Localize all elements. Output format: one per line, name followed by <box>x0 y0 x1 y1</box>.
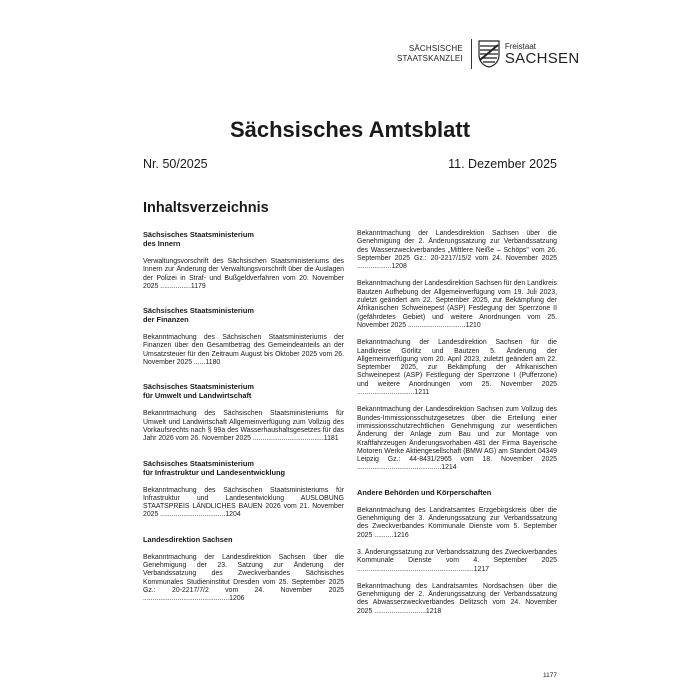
page-title: Sächsisches Amtsblatt <box>229 117 471 142</box>
issue-number: Nr. 50/2025 <box>143 157 208 171</box>
section-heading: Sächsisches Staatsministerium für Umwelt und Landwirtschaft <box>143 382 254 401</box>
toc-entry[interactable]: Bekanntmachung der Landesdirektion Sachsen für den Landkreis Bautzen Aufhebung der Allgemeinverfügung vom 19. Juli 2023, zuletzt geändert am 22. September 2025, zur Bekämpfung der Afrikanischen Schweinepest (ASP) Festlegung der Sperrzone II (gefährdetes Gebiet) und weitere Anordnungen vom 25. November 2025 ..............................1210 <box>357 280 557 329</box>
staatskanzlei-line1: SÄCHSISCHE <box>408 44 463 53</box>
section-heading: Sächsisches Staatsministerium der Finanzen <box>143 306 254 325</box>
sachsen-line: SACHSEN <box>504 49 580 67</box>
toc-entry[interactable]: Verwaltungsvorschrift des Sächsischen Staatsministeriums des Innern zur Änderung der Verwaltungsvorschrift über die Auslagen der Polizei in Straf- und Bußgeldverfahren vom 20. November 2025 ................1179 <box>143 258 344 290</box>
toc-entry[interactable]: Bekanntmachung der Landesdirektion Sachsen für die Landkreise Görlitz und Bautzen 5. Änderung der Allgemeinverfügung vom 20. April 2023, zuletzt geändert am 22. September 2025, zur Bekämpfung der Afrikanischen Schweinepest (ASP) Festlegung der Sperrzone I (Pufferzone) und weitere Anordnungen vom 25. November 2025 ..............................1211 <box>357 339 557 397</box>
toc-entry[interactable]: Bekanntmachung des Landratsamtes Erzgebirgskreis über die Genehmigung der 3. Änderungssatzung zur Verbandssatzung des Zweckverbandes Kommunale Dienste vom 5. September 2025 ..........1216 <box>357 506 557 539</box>
toc-heading: Inhaltsverzeichnis <box>143 200 269 216</box>
logo-divider <box>471 39 472 69</box>
page-number: 1177 <box>543 672 557 679</box>
section-heading: Landesdirektion Sachsen <box>143 534 233 544</box>
staatskanzlei-label <box>397 44 463 64</box>
section-heading: Andere Behörden und Körperschaften <box>357 487 492 497</box>
toc-entry[interactable]: Bekanntmachung des Landratsamtes Nordsachsen über die Genehmigung der 2. Änderungssatzung der Verbandssatzung des Abwasserzweckverbandes Delitzsch vom 24. November 2025 ...........................1218 <box>357 582 557 615</box>
saxony-crest-icon <box>478 40 500 68</box>
toc-entry[interactable]: Bekanntmachung des Sächsischen Staatsministeriums für Infrastruktur und Landesentwicklung AUSLOBUNG STAATSPREIS LÄNDLICHES BAUEN 2026 vom 21. November 2025 ..................................1204 <box>143 486 344 519</box>
issue-date: 11. Dezember 2025 <box>448 157 557 171</box>
toc-entry[interactable]: Bekanntmachung des Sächsischen Staatsministeriums für Umwelt und Landwirtschaft Allgemeinverfügung zum Vollzug des Vorkaufsrechts nach § 99a des Wasserhaushaltsgesetzes für das Jahr 2026 vom 26. November 2025 .....................................1181 <box>143 410 344 443</box>
freistaat-sachsen-label <box>505 42 580 67</box>
section-heading: Sächsisches Staatsministerium für Infrastruktur und Landesentwicklung <box>143 458 286 477</box>
toc-entry[interactable]: Bekanntmachung der Landesdirektion Sachsen über die Genehmigung der 2. Änderungssatzung zur Verbandssatzung des Wasserzweckverbandes „Mittlere Neiße – Schöps" vom 26. September 2025 Gz.: 20-2217/15/2 vom 24. November 2025 ..................1208 <box>357 230 557 271</box>
staatskanzlei-line2: STAATSKANZLEI <box>397 54 463 63</box>
toc-entry[interactable]: Bekanntmachung der Landesdirektion Sachsen über die Genehmigung der 23. Satzung zur Änderung der Verbandssatzung des Zweckverbandes Sächsisches Kommunales Studieninstitut Dresden vom 25. September 2025 Gz.: 20-2217/7/2 vom 24. November 2025 .............................................1206 <box>143 553 344 603</box>
header-logo <box>397 38 580 70</box>
toc-entry[interactable]: Bekanntmachung des Sächsischen Staatsministeriums der Finanzen über den Gesamtbetrag des Gemeindeanteils an der Umsatzsteuer für den Zeitraum August bis Oktober 2025 vom 26. November 2025 ......1180 <box>143 334 344 367</box>
toc-entry[interactable]: 3. Änderungssatzung zur Verbandssatzung des Zweckverbandes Kommunale Dienste vom 4. September 2025 .............................................................1217 <box>357 548 557 573</box>
section-heading: Sächsisches Staatsministerium des Innern <box>143 230 254 248</box>
toc-left-column <box>143 230 344 613</box>
toc-entry[interactable]: Bekanntmachung der Landesdirektion Sachsen zum Vollzug des Bundes-Immissionsschutzgesetzes über die Erteilung einer immissionsschutzrechtlichen Genehmigung zur wesentlichen Änderung der Anlage zum Bau und zur Montage von Kraftfahrzeugen Änderungsvorhaben 481 der Firma Bayerische Motoren Werke Aktiengesellschaft (BMW AG) am Standort 04349 Leipzig Gz.: 44-8431/2965 vom 18. November 2025 ............................................1214 <box>357 406 557 472</box>
freistaat-line: Freistaat <box>504 41 536 51</box>
toc-right-column <box>357 230 557 625</box>
